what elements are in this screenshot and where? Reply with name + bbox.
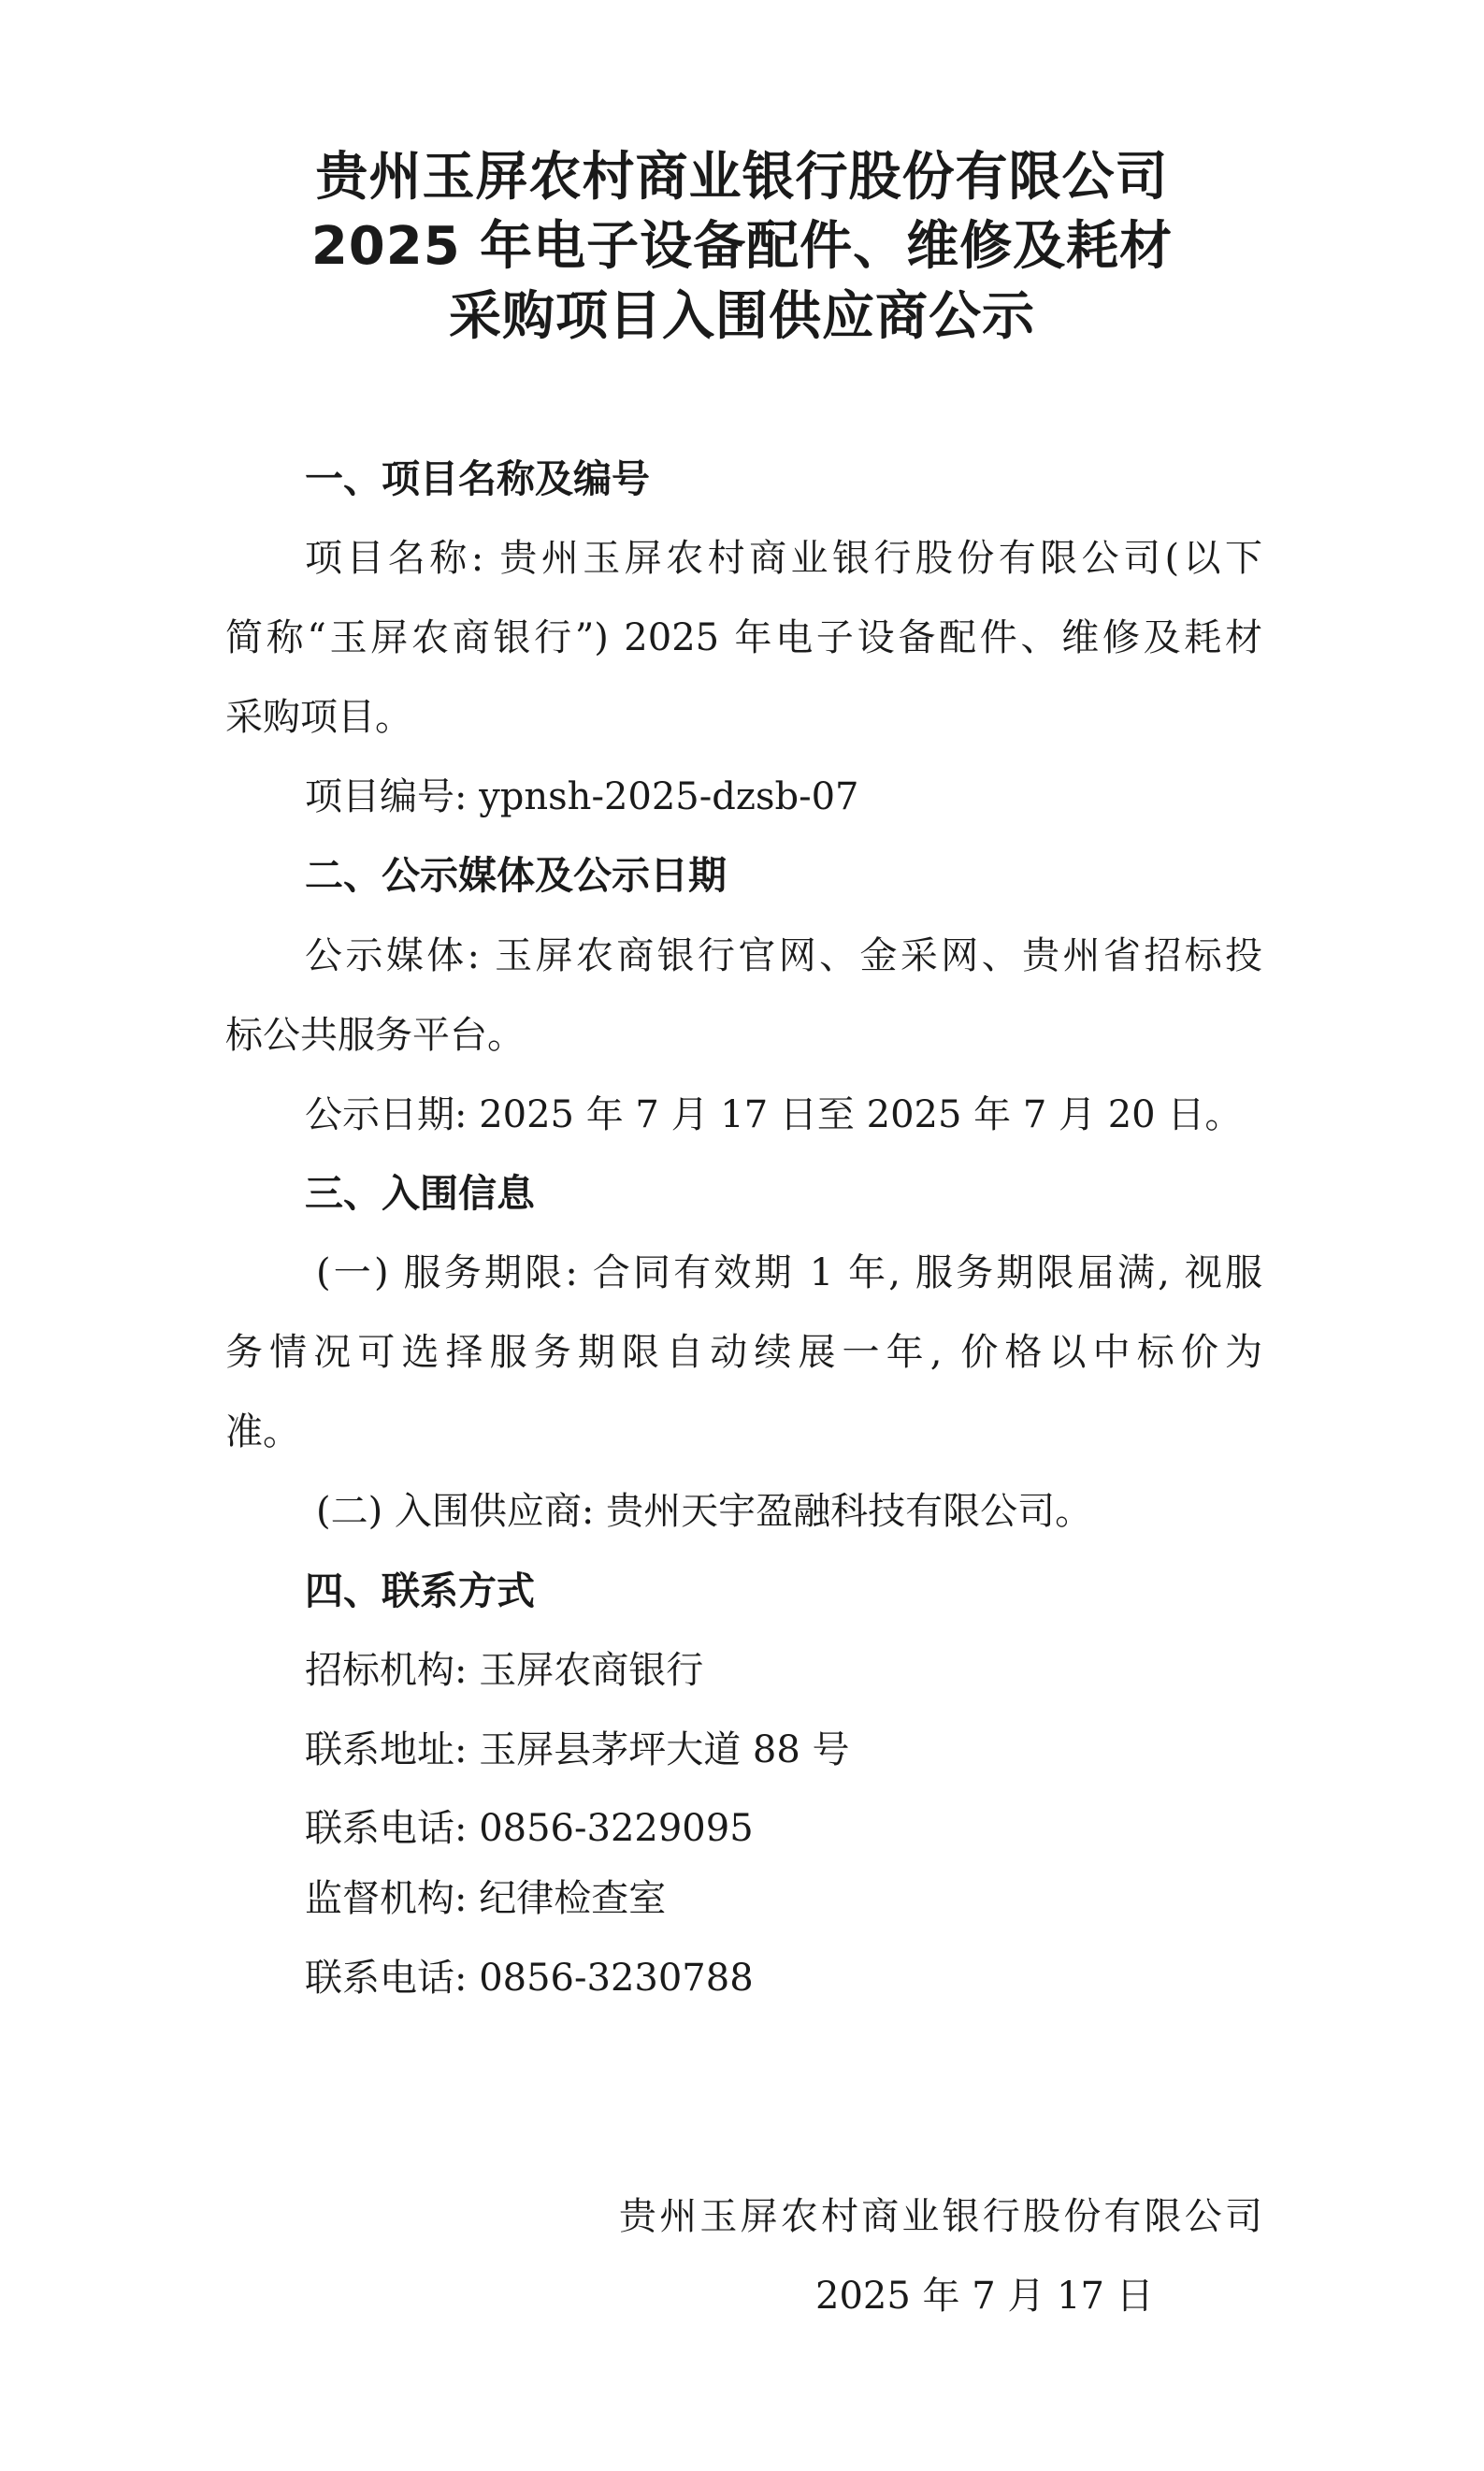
project-name-line-2: 简称“玉屏农商银行”) 2025 年电子设备配件、维修及耗材: [225, 616, 1262, 659]
section-2-heading: 二、公示媒体及公示日期: [305, 853, 727, 898]
title-line-2: 2025 年电子设备配件、维修及耗材: [310, 216, 1174, 277]
bidding-organization: 招标机构: 玉屏农商银行: [305, 1649, 704, 1692]
media-line-2: 标公共服务平台。: [225, 1014, 525, 1057]
media-line-1: 公示媒体: 玉屏农商银行官网、金采网、贵州省招标投: [305, 934, 1262, 977]
project-number: 项目编号: ypnsh-2025-dzsb-07: [305, 775, 859, 818]
supervisory-organization: 监督机构: 纪律检查室: [305, 1877, 667, 1920]
contact-phone-1: 联系电话: 0856-3229095: [305, 1807, 754, 1850]
publicity-date: 公示日期: 2025 年 7 月 17 日至 2025 年 7 月 20 日。: [305, 1093, 1243, 1136]
project-name-line-1: 项目名称: 贵州玉屏农村商业银行股份有限公司(以下: [305, 537, 1262, 580]
signature-date: 2025 年 7 月 17 日: [815, 2275, 1154, 2318]
section-3-heading: 三、入围信息: [305, 1171, 535, 1216]
section-1-heading: 一、项目名称及编号: [305, 456, 650, 501]
title-line-3: 采购项目入围供应商公示: [449, 286, 1035, 347]
service-term-line-1: (一) 服务期限: 合同有效期 1 年, 服务期限届满, 视服: [316, 1251, 1262, 1294]
title-line-1: 贵州玉屏农村商业银行股份有限公司: [315, 147, 1169, 208]
service-term-line-3: 准。: [225, 1410, 300, 1453]
project-name-line-3: 采购项目。: [225, 696, 412, 739]
contact-phone-2: 联系电话: 0856-3230788: [305, 1957, 754, 2000]
section-4-heading: 四、联系方式: [305, 1568, 535, 1613]
selected-supplier: (二) 入围供应商: 贵州天宇盈融科技有限公司。: [316, 1490, 1093, 1533]
signature-organization: 贵州玉屏农村商业银行股份有限公司: [619, 2195, 1262, 2238]
service-term-line-2: 务情况可选择服务期限自动续展一年, 价格以中标价为: [225, 1331, 1262, 1374]
contact-address: 联系地址: 玉屏县茅坪大道 88 号: [305, 1728, 850, 1771]
